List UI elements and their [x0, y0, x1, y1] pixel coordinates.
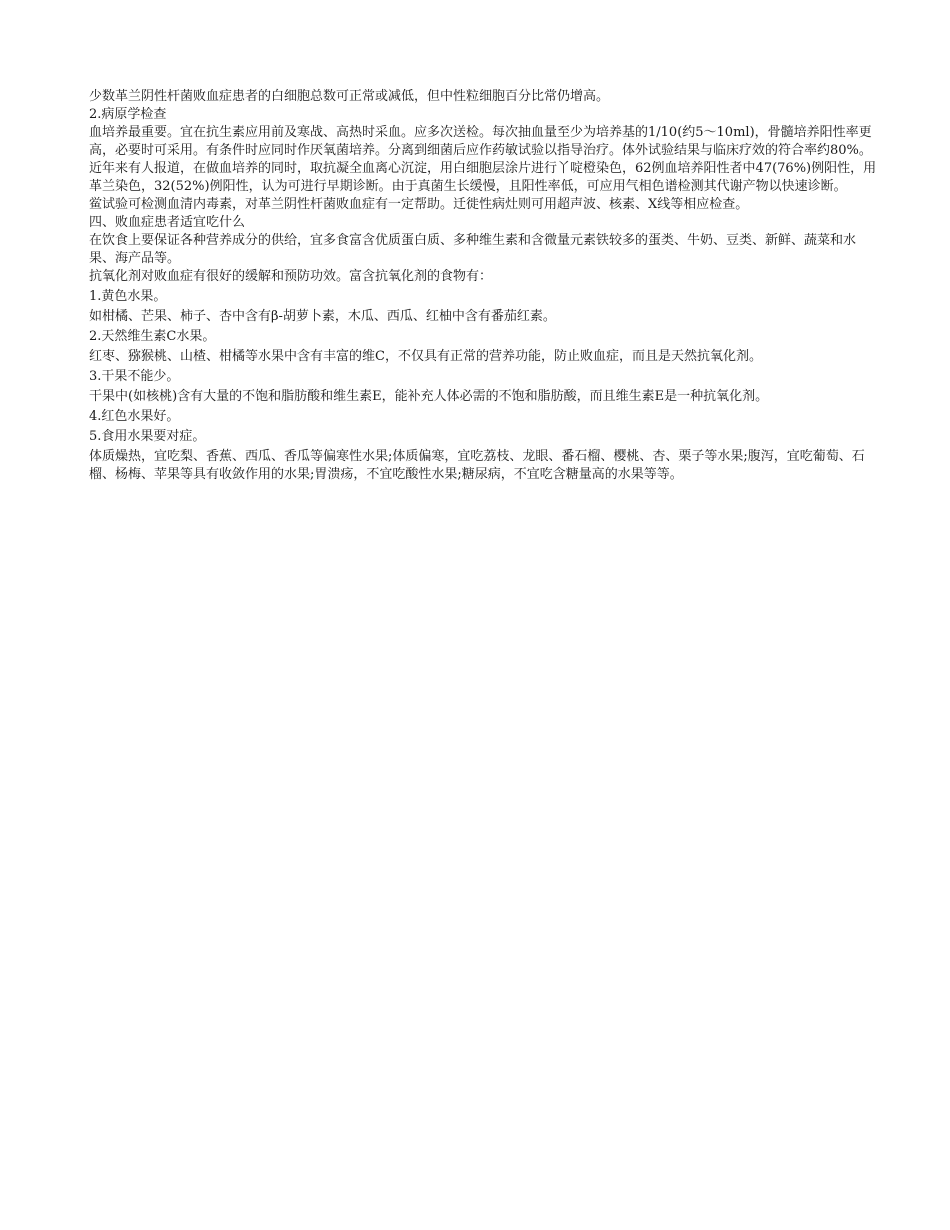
paragraph-limulus-test: 鲎试验可检测血清内毒素，对革兰阴性杆菌败血症有一定帮助。迁徙性病灶则可用超声波、核素、X线等相应检查。: [89, 197, 749, 212]
document-body: [89, 88, 879, 484]
list-heading-fruit-by-condition: 5.食用水果要对症。: [89, 429, 206, 444]
paragraph-yellow-fruit: 如柑橘、芒果、柿子、杏中含有β-胡萝卜素，木瓜、西瓜、红柚中含有番茄红素。: [89, 309, 556, 324]
heading-diet: 四、败血症患者适宜吃什么: [89, 215, 246, 230]
paragraph-blood-culture: 血培养最重要。宜在抗生素应用前及寒战、高热时采血。应多次送检。每次抽血量至少为培养基的1/10(约5～10ml)，骨髓培养阳性率更高，必要时可采用。有条件时应同时作厌氧菌培养。分离到细菌后应作药敏试验以指导治疗。体外试验结果与临床疗效的符合率约80%。近年来有人报道，在做血培养的同时，取抗凝全血离心沉淀，用白细胞层涂片进行丫啶橙染色，62例血培养阳性者中47(76%)例阳性，用革兰染色，32(52%)例阳性，认为可进行早期诊断。由于真菌生长缓慢，且阳性率低，可应用气相色谱检测其代谢产物以快速诊断。: [89, 125, 877, 194]
list-heading-yellow-fruit: 1.黄色水果。: [89, 289, 167, 304]
heading-etiology: 2.病原学检查: [89, 107, 167, 122]
list-heading-red-fruit: 4.红色水果好。: [89, 409, 180, 424]
paragraph-antioxidants: 抗氧化剂对败血症有很好的缓解和预防功效。富含抗氧化剂的食物有：: [89, 269, 493, 284]
paragraph-nutrition: 在饮食上要保证各种营养成分的供给，宜多食富含优质蛋白质、多种维生素和含微量元素铁较多的蛋类、牛奶、豆类、新鲜、蔬菜和水果、海产品等。: [89, 233, 857, 266]
paragraph-vitamin-c: 红枣、猕猴桃、山楂、柑橘等水果中含有丰富的维C，不仅具有正常的营养功能，防止败血症，而且是天然抗氧化剂。: [89, 349, 762, 364]
paragraph-fruit-by-condition: 体质燥热，宜吃梨、香蕉、西瓜、香瓜等偏寒性水果;体质偏寒，宜吃荔枝、龙眼、番石榴、樱桃、杏、栗子等水果;腹泻，宜吃葡萄、石榴、杨梅、苹果等具有收敛作用的水果;胃溃疡，不宜吃酸性水果;糖尿病，不宜吃含糖量高的水果等等。: [89, 449, 865, 482]
list-heading-vitamin-c: 2.天然维生素C水果。: [89, 329, 216, 344]
paragraph-wbc: 少数革兰阴性杆菌败血症患者的白细胞总数可正常或减低，但中性粒细胞百分比常仍增高。: [89, 89, 610, 104]
list-heading-dried-fruit: 3.干果不能少。: [89, 369, 180, 384]
paragraph-dried-fruit: 干果中(如核桃)含有大量的不饱和脂肪酸和维生素E，能补充人体必需的不饱和脂肪酸，而且维生素E是一种抗氧化剂。: [89, 389, 769, 404]
